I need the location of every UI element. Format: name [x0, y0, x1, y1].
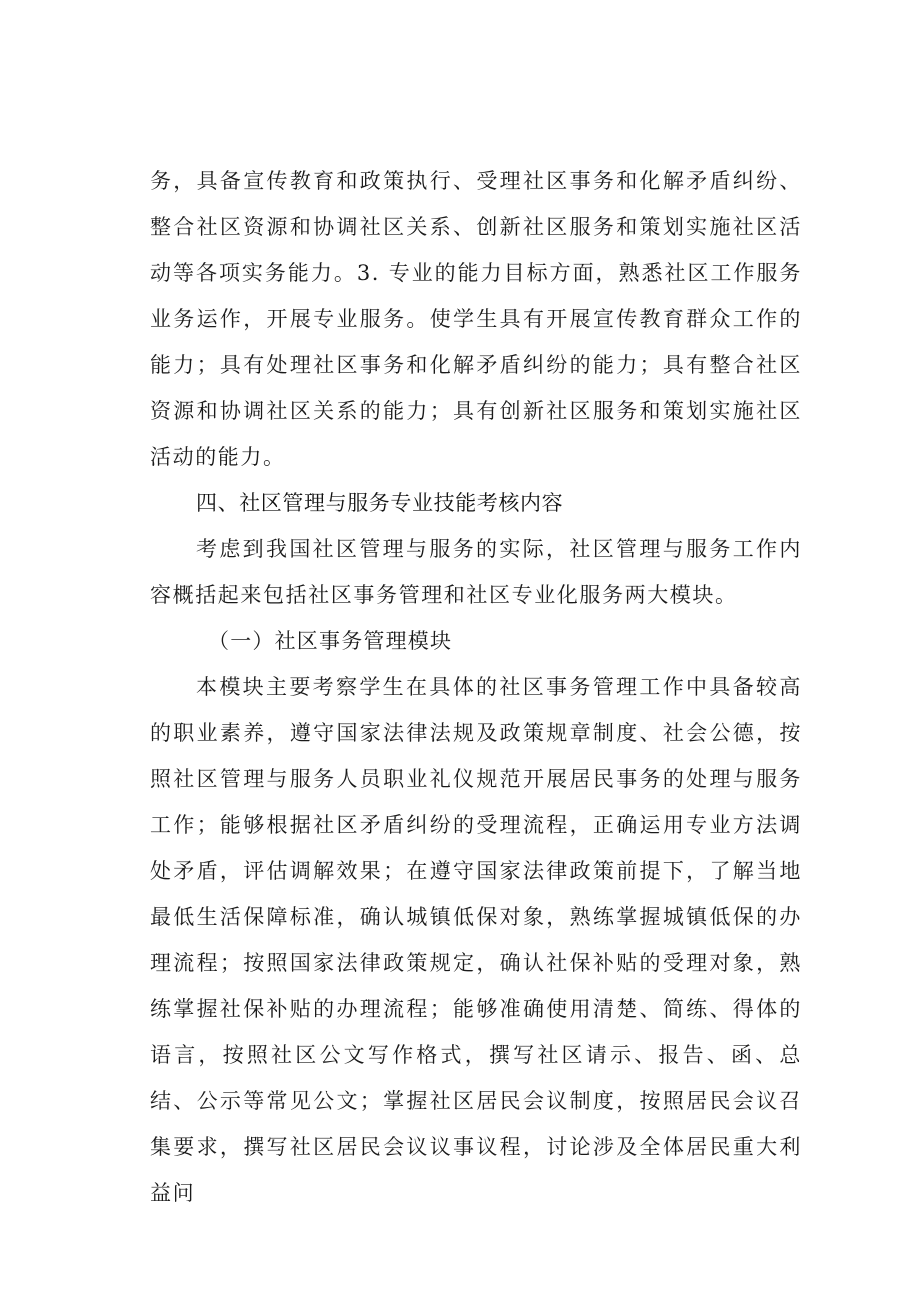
section-heading-4: 四、社区管理与服务专业技能考核内容	[196, 491, 564, 515]
paragraph-competency-goals: 务，具备宣传教育和政策执行、受理社区事务和化解矛盾纠纷、整合社区资源和协调社区关系、创新社区服务和策划实施社区活动等各项实务能力。3. 专业的能力目标方面，熟悉社区工作服务业务运作，开展专业服务。使学生具有开展宣传教育群众工作的能力；具有处理社区事务和化解矛盾纠纷的能力；具有整合社区资源和协调社区关系的能力；具有创新社区服务和策划实施社区活动的能力。	[150, 169, 802, 469]
paragraph-affairs-module: 本模块主要考察学生在具体的社区事务管理工作中具备较高的职业素养，遵守国家法律法规及政策规章制度、社会公德，按照社区管理与服务人员职业礼仪规范开展居民事务的处理与服务工作；能够根据社区矛盾纠纷的受理流程，正确运用专业方法调处矛盾，评估调解效果；在遵守国家法律政策前提下，了解当地最低生活保障标准，确认城镇低保对象，熟练掌握城镇低保的办理流程；按照国家法律政策规定，确认社保补贴的受理对象，熟练掌握社保补贴的办理流程；能够准确使用清楚、简练、得体的语言，按照社区公文写作格式，撰写社区请示、报告、函、总结、公示等常见公文；掌握社区居民会议制度，按照居民会议召集要求，撰写社区居民会议议事议程，讨论涉及全体居民重大利益问	[150, 675, 802, 1205]
paragraph-module-overview: 考虑到我国社区管理与服务的实际，社区管理与服务工作内容概括起来包括社区事务管理和社区专业化服务两大模块。	[150, 537, 802, 607]
document-body	[150, 158, 802, 1216]
subsection-heading-1: （一）社区事务管理模块	[208, 629, 453, 653]
